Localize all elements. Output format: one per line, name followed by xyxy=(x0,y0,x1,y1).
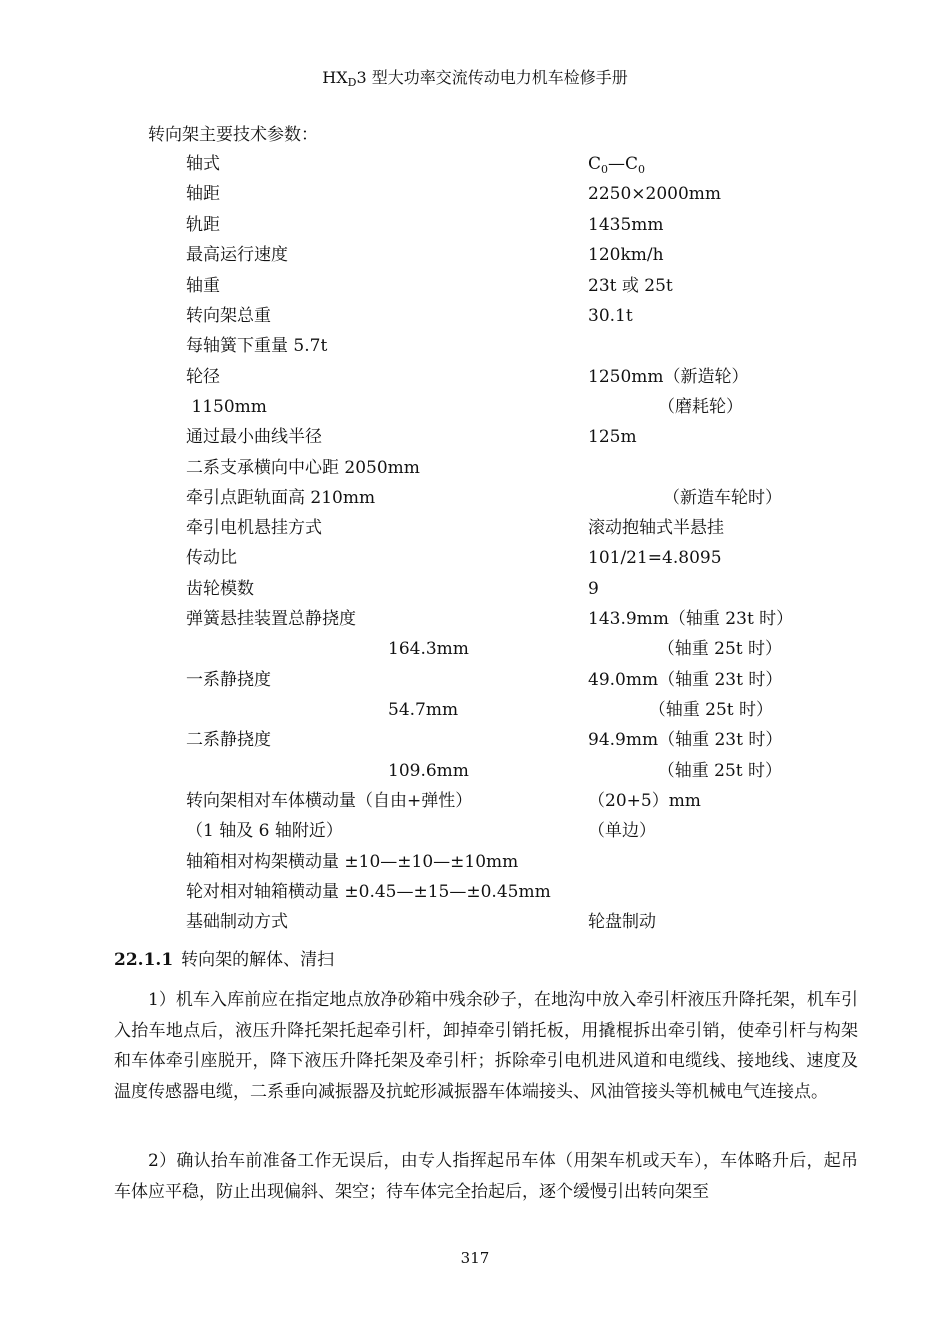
param-row-axle-type xyxy=(0,152,950,176)
param-row-lateral-bogie-position xyxy=(0,819,950,843)
param-row-motor-suspension xyxy=(0,516,950,540)
param-row-lateral-axlebox xyxy=(0,850,950,874)
param-name: 转向架总重 xyxy=(186,306,271,326)
param-name: 通过最小曲线半径 xyxy=(186,427,322,447)
param-name: 齿轮模数 xyxy=(186,579,254,599)
param-row-bogie-weight xyxy=(0,304,950,328)
param-name: 轴式 xyxy=(186,154,220,174)
param-name: 转向架相对车体横动量（自由+弹性） xyxy=(186,791,473,811)
param-row-secondary-deflection xyxy=(0,728,950,752)
param-value: 1435mm xyxy=(588,215,664,235)
param-name: 一系静挠度 xyxy=(186,670,271,690)
header-title-subscript: D xyxy=(347,76,357,89)
param-row-gauge xyxy=(0,213,950,237)
page-header xyxy=(0,68,950,93)
param-row-gear-module xyxy=(0,577,950,601)
param-name: 轮对相对轴箱横动量 ±0.45—±15—±0.45mm xyxy=(186,882,551,902)
param-name: 二系静挠度 xyxy=(186,730,271,750)
param-name: 牵引电机悬挂方式 xyxy=(186,518,322,538)
section-title: 转向架的解体、清扫 xyxy=(181,950,335,970)
param-name: 轨距 xyxy=(186,215,220,235)
param-row-gear-ratio xyxy=(0,546,950,570)
param-note: （轴重 25t 时） xyxy=(657,639,782,659)
paragraph-2: 2）确认抬车前准备工作无误后，由专人指挥起吊车体（用架车机或天车），车体略升后，起吊车体应平稳，防止出现偏斜、架空；待车体完全抬起后，逐个缓慢引出转向架至 xyxy=(114,1151,858,1202)
param-row-primary-deflection xyxy=(0,668,950,692)
param-row-wheelbase xyxy=(0,182,950,206)
param-value: 滚动抱轴式半悬挂 xyxy=(588,518,724,538)
param-name: 轴重 xyxy=(186,276,220,296)
param-row-unsprung-weight xyxy=(0,334,950,358)
param-name: 基础制动方式 xyxy=(186,912,288,932)
param-name: 弹簧悬挂装置总静挠度 xyxy=(186,609,356,629)
param-value: 轮盘制动 xyxy=(588,912,656,932)
param-value: 101/21=4.8095 xyxy=(588,548,722,568)
param-row-wheel-diameter-worn xyxy=(0,395,950,419)
param-row-max-speed xyxy=(0,243,950,267)
param-note: （轴重 25t 时） xyxy=(648,700,773,720)
param-value: 109.6mm xyxy=(388,761,469,781)
section-heading xyxy=(114,948,334,972)
param-name: （1 轴及 6 轴附近） xyxy=(186,821,343,841)
param-value: 23t 或 25t xyxy=(588,276,673,296)
param-row-min-curve xyxy=(0,425,950,449)
param-name: 最高运行速度 xyxy=(186,245,288,265)
param-row-axle-load xyxy=(0,274,950,298)
param-value: 120km/h xyxy=(588,245,664,265)
param-row-wheel-diameter xyxy=(0,365,950,389)
param-row-total-deflection-25t xyxy=(0,637,950,661)
param-value: （20+5）mm xyxy=(588,791,701,811)
param-name: 轴距 xyxy=(186,184,220,204)
param-value: $C_0—C_0$ xyxy=(588,154,646,176)
param-name: 1150mm xyxy=(186,397,267,417)
param-note: （新造车轮时） xyxy=(663,488,782,508)
param-value: 94.9mm（轴重 23t 时） xyxy=(588,730,783,750)
params-title: 转向架主要技术参数： xyxy=(148,125,318,145)
param-row-primary-deflection-25t xyxy=(0,698,950,722)
param-value: 164.3mm xyxy=(388,639,469,659)
header-title-prefix: HX xyxy=(322,68,348,87)
param-note: （轴重 25t 时） xyxy=(657,761,782,781)
param-row-brake-type xyxy=(0,910,950,934)
param-name: 传动比 xyxy=(186,548,237,568)
param-value: 49.0mm（轴重 23t 时） xyxy=(588,670,783,690)
param-row-secondary-distance xyxy=(0,456,950,480)
section-number: 22.1.1 xyxy=(114,950,174,970)
param-row-lateral-wheelset xyxy=(0,880,950,904)
param-value: 30.1t xyxy=(588,306,633,326)
param-name: 牵引点距轨面高 210mm xyxy=(186,488,376,508)
paragraph-1: 1）机车入库前应在指定地点放净砂箱中残余砂子，在地沟中放入牵引杆液压升降托架，机车引入抬车地点后，液压升降托架托起牵引杆，卸掉牵引销托板，用撬棍拆出牵引销，使牵引杆与构架和车体牵引座脱开，降下液压升降托架及牵引杆；拆除牵引电机进风道和电缆线、接地线、速度及温度传感器电缆，二系垂向减振器及抗蛇形减振器车体端接头、风油管接头等机械电气连接点。 xyxy=(114,990,858,1102)
param-value: 54.7mm xyxy=(388,700,459,720)
param-value: 1250mm（新造轮） xyxy=(588,367,749,387)
param-name: 每轴簧下重量 5.7t xyxy=(186,336,328,356)
page-number: 317 xyxy=(460,1249,490,1267)
param-value: 125m xyxy=(588,427,637,447)
param-value: 2250×2000mm xyxy=(588,184,722,204)
param-row-total-deflection xyxy=(0,607,950,631)
param-name: 轴箱相对构架横动量 ±10—±10—±10mm xyxy=(186,852,519,872)
param-row-traction-height xyxy=(0,486,950,510)
param-name: 轮径 xyxy=(186,367,220,387)
header-title-suffix: 3 型大功率交流传动电力机车检修手册 xyxy=(356,68,628,87)
param-row-secondary-deflection-25t xyxy=(0,759,950,783)
param-value: 9 xyxy=(588,579,599,599)
param-name: 二系支承横向中心距 2050mm xyxy=(186,458,420,478)
param-value: 143.9mm（轴重 23t 时） xyxy=(588,609,794,629)
param-value: （单边） xyxy=(588,821,656,841)
param-note: （磨耗轮） xyxy=(658,397,743,417)
param-row-lateral-bogie xyxy=(0,789,950,813)
